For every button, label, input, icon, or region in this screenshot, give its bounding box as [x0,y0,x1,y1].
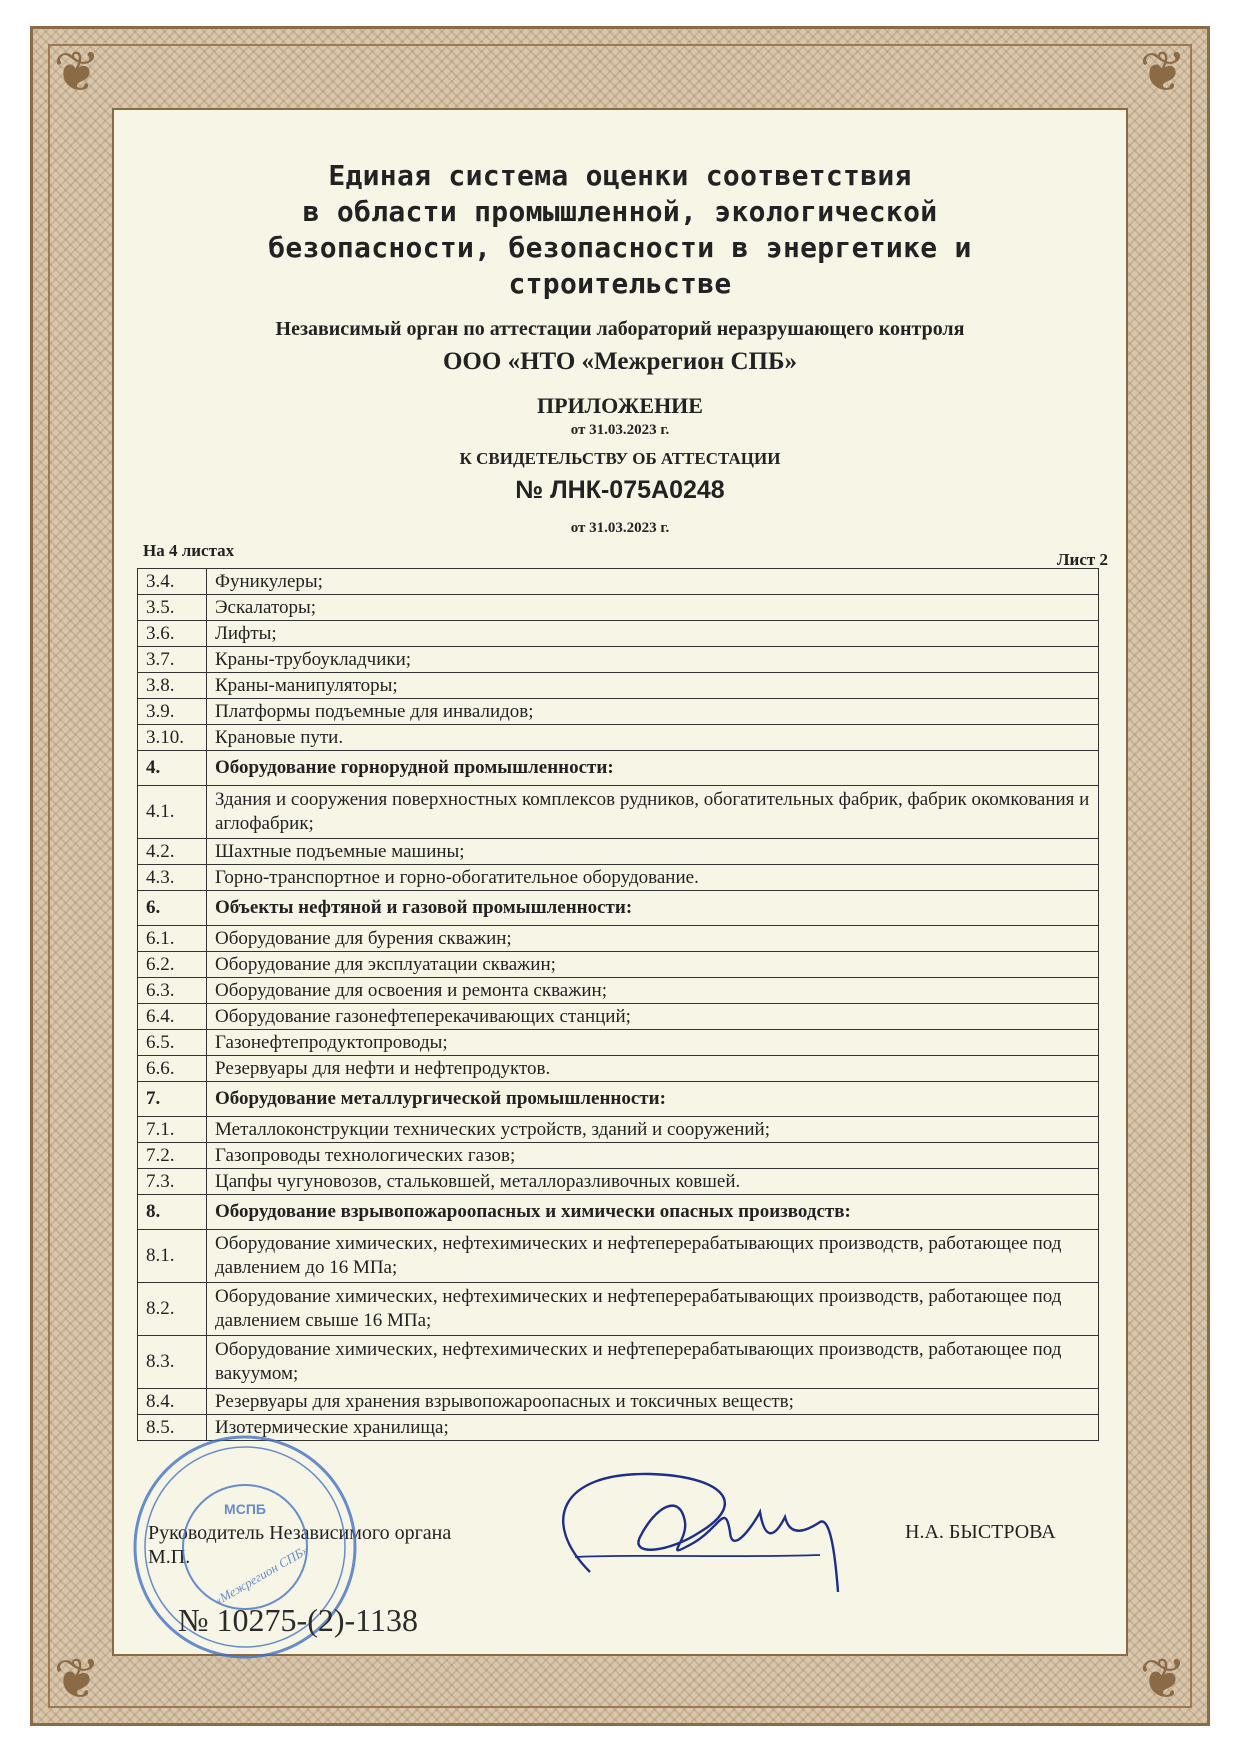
row-number: 6.3. [138,978,207,1004]
row-number: 7.2. [138,1143,207,1169]
row-description: Фуникулеры; [207,569,1099,595]
table-section-row [138,751,1099,786]
table-row [138,839,1099,865]
row-description: Объекты нефтяной и газовой промышленности: [207,891,1099,926]
row-number: 3.7. [138,647,207,673]
row-number: 3.4. [138,569,207,595]
table-section-row [138,1082,1099,1117]
ornament-top-right-icon: ❦ [1139,40,1187,105]
system-title-line-2: в области промышленной, экологической [302,195,938,228]
row-number: 6.5. [138,1030,207,1056]
table-row [138,786,1099,839]
row-number: 4.1. [138,786,207,839]
appendix-title: ПРИЛОЖЕНИЕ [537,393,703,418]
row-number: 6.4. [138,1004,207,1030]
table-row [138,595,1099,621]
row-number: 6.1. [138,926,207,952]
handwritten-signature [520,1462,850,1612]
sheet-number: Лист 2 [1056,550,1108,569]
table-row [138,1169,1099,1195]
table-row [138,621,1099,647]
row-number: 4. [138,751,207,786]
row-number: 4.3. [138,865,207,891]
table-row [138,952,1099,978]
row-description: Оборудование горнорудной промышленности: [207,751,1099,786]
table-row [138,1117,1099,1143]
table-row [138,699,1099,725]
table-row [138,865,1099,891]
row-description: Цапфы чугуновозов, стальковшей, металлоразливочных ковшей. [207,1169,1099,1195]
table-row [138,725,1099,751]
table-section-row [138,891,1099,926]
row-description: Оборудование газонефтеперекачивающих станций; [207,1004,1099,1030]
row-description: Краны-манипуляторы; [207,673,1099,699]
ornament-top-left-icon: ❦ [53,40,101,105]
table-row [138,673,1099,699]
table-row [138,1143,1099,1169]
row-description: Газопроводы технологических газов; [207,1143,1099,1169]
row-number: 7.3. [138,1169,207,1195]
row-description: Изотермические хранилища; [207,1415,1099,1441]
system-title-line-4: строительстве [508,267,732,300]
system-title-line-1: Единая система оценки соответствия [328,159,912,192]
row-number: 3.10. [138,725,207,751]
signatory-name: Н.А. БЫСТРОВА [905,1521,1056,1543]
signatory-position: Руководитель Независимого органа [148,1522,452,1544]
organ-name: Независимый орган по аттестации лабораторий неразрушающего контроля [275,318,965,340]
row-number: 8.2. [138,1283,207,1336]
row-number: 3.6. [138,621,207,647]
table-row [138,647,1099,673]
row-description: Эскалаторы; [207,595,1099,621]
ornament-bottom-left-icon: ❦ [53,1647,101,1712]
row-number: 3.5. [138,595,207,621]
row-description: Газонефтепродуктопроводы; [207,1030,1099,1056]
row-description: Лифты; [207,621,1099,647]
sheets-total: На 4 листах [143,541,235,560]
row-description: Здания и сооружения поверхностных комплексов рудников, обогатительных фабрик, фабрик окомкования и аглофабрик; [207,786,1099,839]
row-description: Оборудование взрывопожароопасных и химически опасных производств: [207,1195,1099,1230]
table-row [138,1004,1099,1030]
certificate-heading: К СВИДЕТЕЛЬСТВУ ОБ АТТЕСТАЦИИ [459,449,781,468]
row-number: 3.9. [138,699,207,725]
row-description: Металлоконструкции технических устройств, зданий и сооружений; [207,1117,1099,1143]
row-number: 8.4. [138,1389,207,1415]
table-row [138,1336,1099,1389]
appendix-date: от 31.03.2023 г. [570,422,670,438]
row-number: 7. [138,1082,207,1117]
row-description: Горно-транспортное и горно-обогатительное оборудование. [207,865,1099,891]
row-description: Оборудование для освоения и ремонта скважин; [207,978,1099,1004]
row-number: 8. [138,1195,207,1230]
row-number: 6. [138,891,207,926]
table-row [138,1283,1099,1336]
row-number: 8.3. [138,1336,207,1389]
table-row [138,1230,1099,1283]
form-number: № 10275-(2)-1138 [178,1602,418,1638]
system-title-line-3: безопасности, безопасности в энергетике и [268,231,972,264]
row-description: Оборудование химических, нефтехимических и нефтеперерабатывающих производств, работающее под давлением до 16 МПа; [207,1230,1099,1283]
ornament-bottom-right-icon: ❦ [1139,1647,1187,1712]
row-description: Шахтные подъемные машины; [207,839,1099,865]
row-description: Оборудование химических, нефтехимических и нефтеперерабатывающих производств, работающее под вакуумом; [207,1336,1099,1389]
row-description: Резервуары для нефти и нефтепродуктов. [207,1056,1099,1082]
row-number: 8.1. [138,1230,207,1283]
row-number: 3.8. [138,673,207,699]
stamp-ring-text: «Межрегион СПБ» [211,1541,312,1609]
row-number: 4.2. [138,839,207,865]
table-row [138,1056,1099,1082]
row-description: Оборудование для бурения скважин; [207,926,1099,952]
table-section-row [138,1195,1099,1230]
row-description: Крановые пути. [207,725,1099,751]
stamp-center-text: МСПБ [224,1501,266,1517]
row-number: 7.1. [138,1117,207,1143]
row-description: Краны-трубоукладчики; [207,647,1099,673]
row-number: 6.2. [138,952,207,978]
seal-place: М.П. [148,1546,191,1568]
company-name: ООО «НТО «Межрегион СПБ» [442,348,797,375]
row-number: 6.6. [138,1056,207,1082]
certificate-number: № ЛНК-075А0248 [515,476,725,504]
row-description: Резервуары для хранения взрывопожароопасных и токсичных веществ; [207,1389,1099,1415]
scope-table [137,568,1099,1441]
table-row [138,978,1099,1004]
table-row [138,569,1099,595]
table-row [138,926,1099,952]
table-row [138,1030,1099,1056]
table-row [138,1389,1099,1415]
row-description: Оборудование для эксплуатации скважин; [207,952,1099,978]
row-number: 8.5. [138,1415,207,1441]
row-description: Оборудование металлургической промышленности: [207,1082,1099,1117]
certificate-date: от 31.03.2023 г. [570,520,670,536]
row-description: Оборудование химических, нефтехимических и нефтеперерабатывающих производств, работающее под давлением свыше 16 МПа; [207,1283,1099,1336]
row-description: Платформы подъемные для инвалидов; [207,699,1099,725]
